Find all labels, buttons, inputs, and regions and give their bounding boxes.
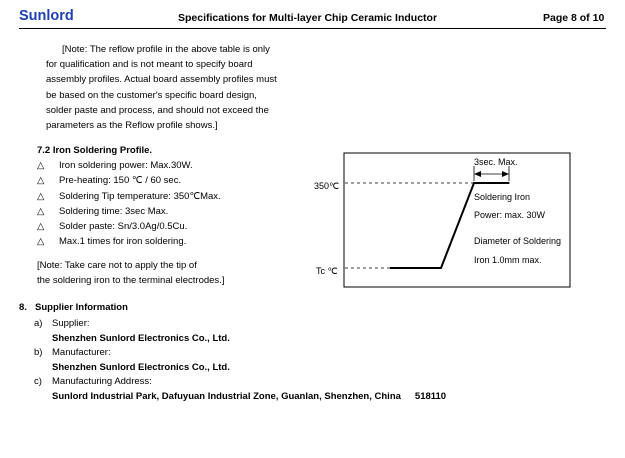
triangle-bullet-icon: △ (37, 190, 45, 202)
item-marker: c) (34, 376, 42, 387)
dwell-arrow-right-icon (502, 171, 509, 177)
iron-profile-list (37, 158, 221, 250)
list-item-text: Iron soldering power: Max.30W. (59, 160, 193, 171)
page-number: Page 8 of 10 (543, 12, 605, 24)
triangle-bullet-icon: △ (37, 236, 45, 248)
item-label: Manufacturer: (52, 347, 111, 358)
document-title: Specifications for Multi-layer Chip Ceramic Inductor (178, 12, 438, 24)
list-item (37, 173, 221, 188)
list-item (37, 204, 221, 219)
item-marker: a) (34, 318, 43, 329)
manufacturer-value: Shenzhen Sunlord Electronics Co., Ltd. (52, 362, 230, 373)
note-line: the soldering iron to the terminal electrodes.] (37, 274, 225, 286)
list-item (37, 234, 221, 249)
note-line: [Note: The reflow profile in the above table is only (62, 44, 270, 55)
manufacturer-label (34, 347, 111, 358)
iron-profile-heading: 7.2 Iron Soldering Profile. (37, 145, 153, 156)
dwell-time-label: 3sec. Max. (474, 157, 518, 167)
section-number: 8. (19, 302, 27, 313)
iron-soldering-profile-chart (300, 150, 572, 290)
list-item (37, 158, 221, 173)
address-text: Sunlord Industrial Park, Dafuyuan Industrial Zone, Guanlan, Shenzhen, China (52, 391, 401, 402)
item-label: Supplier: (52, 318, 90, 329)
chart-annotation: Iron 1.0mm max. (474, 255, 542, 265)
header-divider (19, 28, 606, 29)
note-line: assembly profiles. Actual board assembly profiles must (46, 74, 277, 86)
section-title: Supplier Information (35, 302, 128, 313)
triangle-bullet-icon: △ (37, 205, 45, 217)
triangle-bullet-icon: △ (37, 175, 45, 187)
note-line: parameters as the Reflow profile shows.] (46, 120, 218, 132)
note-line: for qualification and is not meant to specify board (46, 59, 253, 71)
dwell-arrow-left-icon (474, 171, 481, 177)
brand-logo-text: Sunlord (19, 8, 74, 24)
list-item (37, 219, 221, 234)
list-item-text: Pre-heating: 150 ℃ / 60 sec. (59, 175, 182, 187)
iron-note (37, 259, 224, 288)
supplier-heading (19, 302, 128, 313)
chart-frame (344, 153, 570, 287)
list-item (37, 189, 221, 204)
postal-code: 518110 (414, 391, 447, 402)
supplier-value: Shenzhen Sunlord Electronics Co., Ltd. (52, 333, 230, 344)
list-item-text: Soldering time: 3sec Max. (59, 205, 169, 217)
note-line: be based on the customer's specific board design, (46, 89, 257, 101)
reflow-note (46, 42, 277, 133)
triangle-bullet-icon: △ (37, 221, 45, 233)
supplier-label (34, 318, 90, 329)
y-tick-label-350: 350℃ (314, 181, 340, 191)
item-marker: b) (34, 347, 43, 358)
chart-annotation: Power: max. 30W (474, 210, 546, 220)
list-item-text: Max.1 times for iron soldering. (59, 236, 187, 248)
note-line: solder paste and process, and should not exceed the (46, 104, 269, 116)
chart-annotation: Diameter of Soldering (474, 236, 562, 246)
note-line: [Note: Take care not to apply the tip of (37, 260, 197, 271)
address-value (52, 391, 446, 402)
list-item-text: Soldering Tip temperature: 350℃Max. (59, 190, 221, 202)
chart-annotation: Soldering Iron (474, 192, 531, 202)
profile-chart-svg (300, 150, 572, 290)
triangle-bullet-icon: △ (37, 160, 45, 171)
y-tick-label-tc: Tc ℃ (316, 266, 338, 276)
list-item-text: Solder paste: Sn/3.0Ag/0.5Cu. (59, 221, 188, 233)
item-label: Manufacturing Address: (52, 376, 152, 387)
address-label (34, 376, 152, 387)
